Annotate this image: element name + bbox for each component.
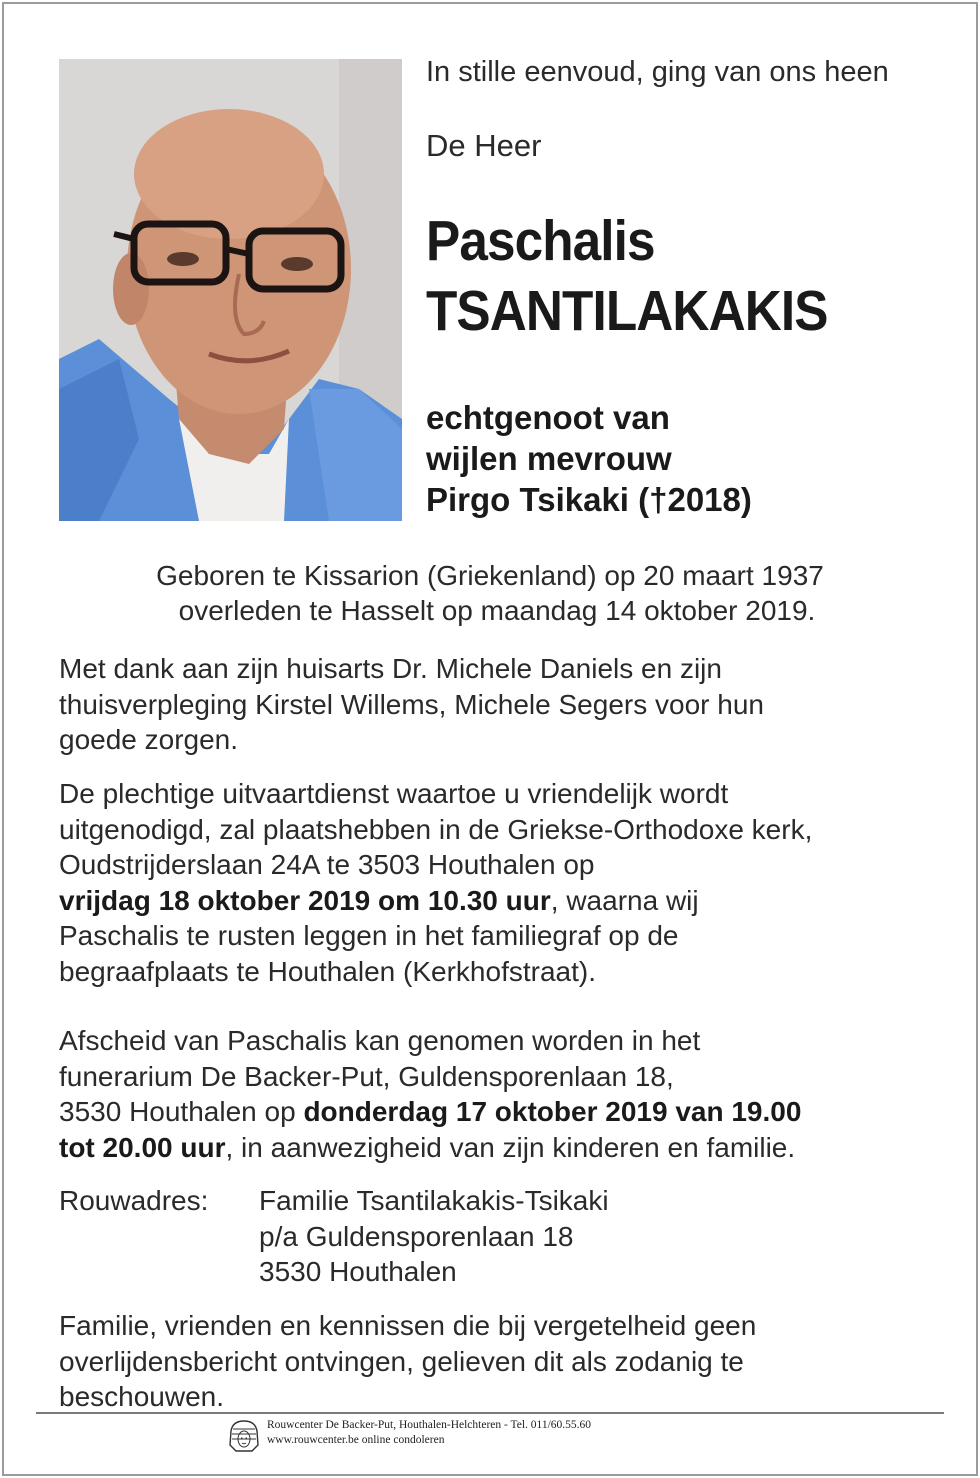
address-label: Rouwadres:: [59, 1185, 209, 1216]
honorific: De Heer: [426, 128, 542, 163]
text-fragment: 3530 Houthalen op: [59, 1096, 304, 1127]
farewell-paragraph: [59, 1023, 939, 1165]
address-line: p/a Guldensporenlaan 18: [259, 1220, 574, 1252]
service-datetime: vrijdag 18 oktober 2019 om 10.30 uur: [59, 884, 551, 916]
text-line: [59, 1094, 939, 1130]
birth-line: Geboren te Kissarion (Griekenland) op 20 maart 1937: [156, 560, 824, 591]
text-line: [59, 1130, 939, 1166]
footer-divider: [36, 1412, 944, 1414]
text-line: Paschalis te rusten leggen in het familiegraf op de: [59, 920, 679, 951]
text-fragment: , in aanwezigheid van zijn kinderen en familie.: [225, 1131, 796, 1163]
footer-contact: Rouwcenter De Backer-Put, Houthalen-Helchteren - Tel. 011/60.55.60: [267, 1419, 592, 1431]
text-line: funerarium De Backer-Put, Guldensporenlaan 18,: [59, 1060, 674, 1092]
birth-death-dates: [0, 558, 980, 628]
text-line: Familie, vrienden en kennissen die bij vergetelheid geen: [59, 1310, 757, 1341]
address-line: Familie Tsantilakakis-Tsikaki: [259, 1185, 609, 1216]
spouse-line: wijlen mevrouw: [426, 440, 672, 477]
last-name: TSANTILAKAKIS: [426, 279, 828, 343]
intro-line: In stille eenvoud, ging van ons heen: [426, 56, 889, 88]
text-line: overlijdensbericht ontvingen, gelieven dit als zodanig te: [59, 1345, 744, 1377]
footer-info: [267, 1418, 591, 1448]
portrait-photo: [59, 59, 402, 521]
deceased-name: [426, 206, 828, 346]
spouse-line: Pirgo Tsikaki (†2018): [426, 481, 752, 518]
address-lines: [259, 1183, 759, 1290]
text-line: [59, 883, 939, 919]
text-line: begraafplaats te Houthalen (Kerkhofstraat).: [59, 955, 596, 987]
thanks-paragraph: [59, 651, 939, 758]
spouse-line: echtgenoot van: [426, 399, 670, 436]
text-line: De plechtige uitvaartdienst waartoe u vriendelijk wordt: [59, 778, 729, 809]
closing-paragraph: [59, 1308, 939, 1415]
first-name: Paschalis: [426, 209, 655, 273]
text-line: beschouwen.: [59, 1381, 225, 1412]
text-fragment: , waarna wij: [550, 884, 699, 916]
text-line: Met dank aan zijn huisarts Dr. Michele Daniels en zijn: [59, 653, 722, 684]
text-line: goede zorgen.: [59, 724, 239, 755]
text-line: Oudstrijderslaan 24A te 3503 Houthalen op: [59, 849, 595, 880]
farewell-endtime: tot 20.00 uur: [59, 1131, 226, 1163]
text-line: thuisverpleging Kirstel Willems, Michele Segers voor hun: [59, 688, 764, 720]
text-line: uitgenodigd, zal plaatshebben in de Griekse-Orthodoxe kerk,: [59, 813, 813, 845]
address-line: 3530 Houthalen: [259, 1256, 457, 1287]
service-paragraph: [59, 776, 939, 989]
farewell-datetime: donderdag 17 oktober 2019 van 19.00: [303, 1096, 802, 1127]
footer-website-link[interactable]: www.rouwcenter.be online condoleren: [267, 1434, 445, 1446]
spouse-info: [426, 397, 752, 520]
text-line: Afscheid van Paschalis kan genomen worden in het: [59, 1025, 701, 1056]
death-line: overleden te Hasselt op maandag 14 oktober 2019.: [178, 595, 816, 626]
funeral-home-logo: [226, 1419, 262, 1453]
